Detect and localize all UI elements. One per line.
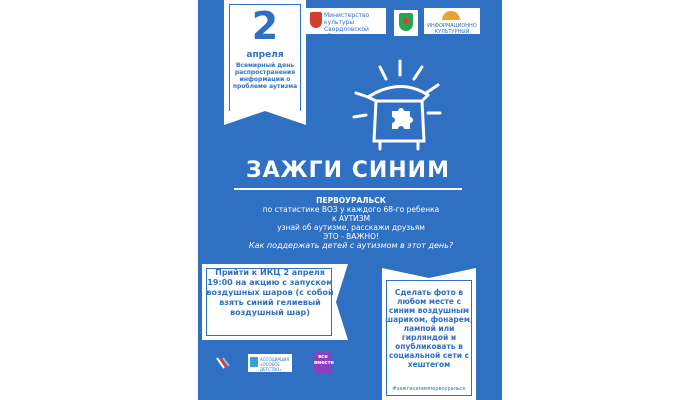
sun-arc-icon	[442, 11, 460, 20]
photo-panel-notch	[382, 268, 476, 278]
date-banner	[224, 0, 306, 125]
date-description: Всемирный день распространения информации о проблеме аутизма	[232, 62, 298, 90]
banner-notch	[224, 111, 306, 125]
association-mark-icon	[250, 357, 258, 367]
info-line-3: узнай об аутизме, расскажи друзьям	[277, 223, 425, 232]
partner-logos	[306, 8, 482, 40]
bottom-logos	[208, 352, 348, 376]
ministry-logo-text: Министерство культуры Свердловской области	[324, 12, 370, 40]
ikc-logo	[424, 8, 480, 41]
city-shield-dot	[403, 18, 409, 24]
info-block	[218, 196, 484, 250]
city-name: ПЕРВОУРАЛЬСК	[316, 196, 386, 205]
event-panel-text: Прийти к ИКЦ 2 апреля 19:00 на акцию с запуском воздушных шаров (с собой взять синий гелиевый воздушный шар)	[206, 268, 334, 317]
ministry-logo	[306, 8, 386, 40]
support-question: Как поддержать детей с аутизмом в этот день?	[248, 241, 454, 250]
flag-ribbon-icon	[216, 356, 230, 370]
city-emblem	[394, 10, 418, 36]
ikc-logo-text: ИНФОРМАЦИОННО КУЛЬТУРНЫЙ ЦЕНТР	[427, 23, 477, 41]
poster-title: ЗАЖГИ СИНИМ	[246, 158, 450, 183]
hashtag: #зажгисинимпервоуральск	[392, 386, 466, 392]
association-logo	[248, 354, 292, 372]
association-logo-text: АССОЦИАЦИЯ «ОСОБОЕ ДЕТСТВО»	[260, 357, 290, 372]
title-underline	[234, 188, 462, 190]
event-panel	[202, 264, 348, 340]
photo-panel-text: Сделать фото в любом месте с синим воздушным шариком, фонарем, лампой или гирляндой и опубликовать в социальной сети с хештегом	[385, 288, 473, 369]
coat-of-arms-icon	[310, 12, 322, 28]
event-panel-notch	[336, 264, 348, 340]
poster	[198, 0, 502, 400]
date-day: 2	[251, 4, 279, 48]
date-month: апреля	[246, 50, 284, 60]
all-together-logo: все вместе	[314, 352, 332, 374]
photo-panel	[382, 268, 476, 400]
title-block	[228, 158, 468, 183]
info-line-4: ЭТО - ВАЖНО!	[322, 232, 380, 241]
info-line-2: к АУТИЗМ	[331, 214, 371, 223]
lantern-puzzle-icon	[338, 55, 448, 165]
info-line-1: по статистике ВОЗ у каждого 68-го ребенка	[262, 205, 440, 214]
